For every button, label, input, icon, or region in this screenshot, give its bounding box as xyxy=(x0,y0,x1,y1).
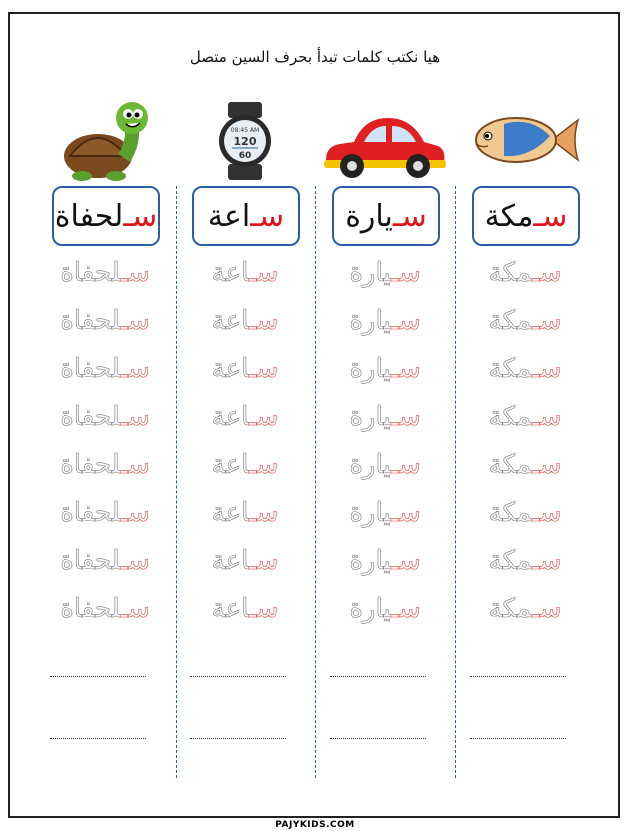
writing-line[interactable] xyxy=(190,738,286,739)
tracing-word: سـاعة xyxy=(211,306,279,336)
tracing-word: سـيارة xyxy=(349,258,421,288)
tracing-word: سـاعة xyxy=(211,354,279,384)
tracing-word: سـمكة xyxy=(488,594,562,624)
column-fish xyxy=(460,0,590,828)
word-box-turtle: سـ لحفاة xyxy=(52,186,160,246)
tracing-word: سـمكة xyxy=(488,258,562,288)
tracing-word: سـيارة xyxy=(349,594,421,624)
writing-line[interactable] xyxy=(470,676,566,677)
tracing-word: سـمكة xyxy=(488,498,562,528)
watch-time: 08:45 AM xyxy=(230,127,260,134)
tracing-word: سـلحفاة xyxy=(60,450,150,480)
watch-top: 120 xyxy=(233,135,257,148)
word-box-fish: سـ مكة xyxy=(472,186,580,246)
tracing-word: سـيارة xyxy=(349,402,421,432)
tracing-word: سـاعة xyxy=(211,258,279,288)
tracing-word: سـيارة xyxy=(349,354,421,384)
writing-line[interactable] xyxy=(470,738,566,739)
watch-bottom: 60 xyxy=(238,151,252,161)
car-icon xyxy=(320,100,450,182)
tracing-word: سـاعة xyxy=(211,450,279,480)
tracing-word: سـاعة xyxy=(211,402,279,432)
tracing-word: سـمكة xyxy=(488,306,562,336)
word-box-watch: سـ اعة xyxy=(192,186,300,246)
word-box-car: سـ يارة xyxy=(332,186,440,246)
tracing-word: سـلحفاة xyxy=(60,258,150,288)
worksheet-title: هيا نكتب كلمات تبدأ بحرف السين متصل xyxy=(189,48,441,66)
tracing-word: سـاعة xyxy=(211,594,279,624)
column-separator xyxy=(315,186,316,778)
tracing-word: سـلحفاة xyxy=(60,354,150,384)
tracing-word: سـمكة xyxy=(488,354,562,384)
tracing-word: سـاعة xyxy=(211,546,279,576)
tracing-word: سـمكة xyxy=(488,402,562,432)
tracing-word: سـلحفاة xyxy=(60,594,150,624)
watch-icon xyxy=(180,100,310,182)
tracing-word: سـلحفاة xyxy=(60,546,150,576)
site-footer: PAJYKIDS.COM xyxy=(0,812,630,831)
column-turtle xyxy=(40,0,170,828)
tracing-word: سـيارة xyxy=(349,546,421,576)
column-car xyxy=(320,0,450,828)
tracing-word: سـمكة xyxy=(488,450,562,480)
turtle-icon xyxy=(40,100,170,182)
tracing-word: سـلحفاة xyxy=(60,498,150,528)
tracing-word: سـيارة xyxy=(349,498,421,528)
fish-icon xyxy=(460,100,590,182)
column-separator xyxy=(455,186,456,778)
writing-line[interactable] xyxy=(50,738,146,739)
writing-line[interactable] xyxy=(330,738,426,739)
tracing-word: سـلحفاة xyxy=(60,306,150,336)
writing-line[interactable] xyxy=(330,676,426,677)
writing-line[interactable] xyxy=(50,676,146,677)
column-watch xyxy=(180,0,310,828)
column-separator xyxy=(176,186,177,778)
tracing-word: سـلحفاة xyxy=(60,402,150,432)
tracing-word: سـيارة xyxy=(349,450,421,480)
writing-line[interactable] xyxy=(190,676,286,677)
tracing-word: سـاعة xyxy=(211,498,279,528)
tracing-word: سـمكة xyxy=(488,546,562,576)
tracing-word: سـيارة xyxy=(349,306,421,336)
